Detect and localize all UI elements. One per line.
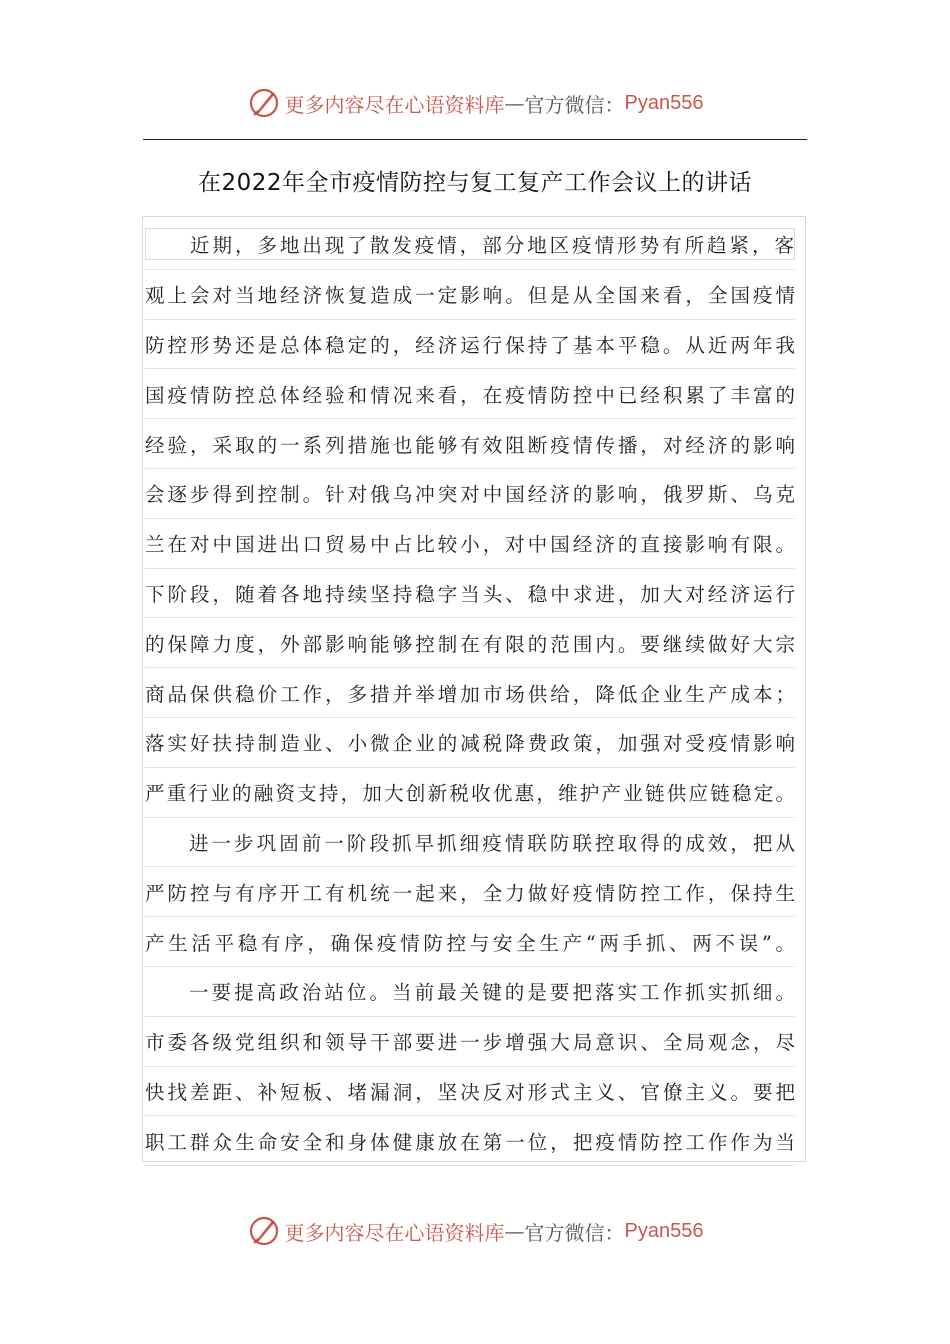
text-line: 快找差距、补短板、堵漏洞，坚决反对形式主义、官僚主义。要把 xyxy=(145,1067,795,1117)
text-line: 产生活平稳有序，确保疫情防控与安全生产“两手抓、两不误”。 xyxy=(145,917,795,967)
quill-logo-icon xyxy=(247,1214,281,1248)
header-official-label: 官方微信： xyxy=(524,92,625,117)
text-line: 观上会对当地经济恢复造成一定影响。但是从全国来看，全国疫情 xyxy=(145,270,795,320)
text-line: 的保障力度，外部影响能够控制在有限的范围内。要继续做好大宗 xyxy=(145,618,795,668)
text-line: 防控形势还是总体稳定的，经济运行保持了基本平稳。从近两年我 xyxy=(145,320,795,370)
footer-banner xyxy=(0,1211,950,1251)
text-line: 一要提高政治站位。当前最关键的是要把落实工作抓实抓细。 xyxy=(145,967,795,1017)
text-line: 经验，采取的一系列措施也能够有效阻断疫情传播，对经济的影响 xyxy=(145,419,795,469)
document-body xyxy=(145,220,795,1166)
footer-official-label: 官方微信： xyxy=(524,1220,625,1245)
text-line: 进一步巩固前一阶段抓早抓细疫情联防联控取得的成效，把从 xyxy=(145,818,795,868)
text-line: 商品保供稳价工作，多措并举增加市场供给，降低企业生产成本； xyxy=(145,668,795,718)
text-line: 严重行业的融资支持，加大创新税收优惠，维护产业链供应链稳定。 xyxy=(145,768,795,818)
quill-logo-icon xyxy=(247,86,281,120)
header-separator: — xyxy=(504,91,525,115)
document-title: 在2022年全市疫情防控与复工复产工作会议上的讲话 xyxy=(197,170,753,196)
header-brand-text: 更多内容尽在心语资料库 xyxy=(284,92,505,117)
text-line: 市委各级党组织和领导干部要进一步增强大局意识、全局观念，尽 xyxy=(145,1017,795,1067)
text-line: 职工群众生命安全和身体健康放在第一位，把疫情防控工作作为当 xyxy=(145,1116,795,1166)
footer-separator: — xyxy=(504,1219,525,1243)
text-line: 下阶段，随着各地持续坚持稳字当头、稳中求进，加大对经济运行 xyxy=(145,569,795,619)
text-line: 落实好扶持制造业、小微企业的减税降费政策，加强对受疫情影响 xyxy=(145,718,795,768)
text-line: 兰在对中国进出口贸易中占比较小，对中国经济的直接影响有限。 xyxy=(145,519,795,569)
text-line: 会逐步得到控制。针对俄乌冲突对中国经济的影响，俄罗斯、乌克 xyxy=(145,469,795,519)
text-line: 严防控与有序开工有机统一起来，全力做好疫情防控工作，保持生 xyxy=(145,867,795,917)
footer-brand-text: 更多内容尽在心语资料库 xyxy=(284,1220,505,1245)
header-banner xyxy=(0,83,950,123)
text-line: 近期，多地出现了散发疫情，部分地区疫情形势有所趋紧，客 xyxy=(145,220,795,270)
header-wechat-id: Pyan556 xyxy=(624,91,704,114)
text-line: 国疫情防控总体经验和情况来看，在疫情防控中已经积累了丰富的 xyxy=(145,369,795,419)
footer-wechat-id: Pyan556 xyxy=(624,1219,704,1242)
header-divider xyxy=(143,139,807,140)
